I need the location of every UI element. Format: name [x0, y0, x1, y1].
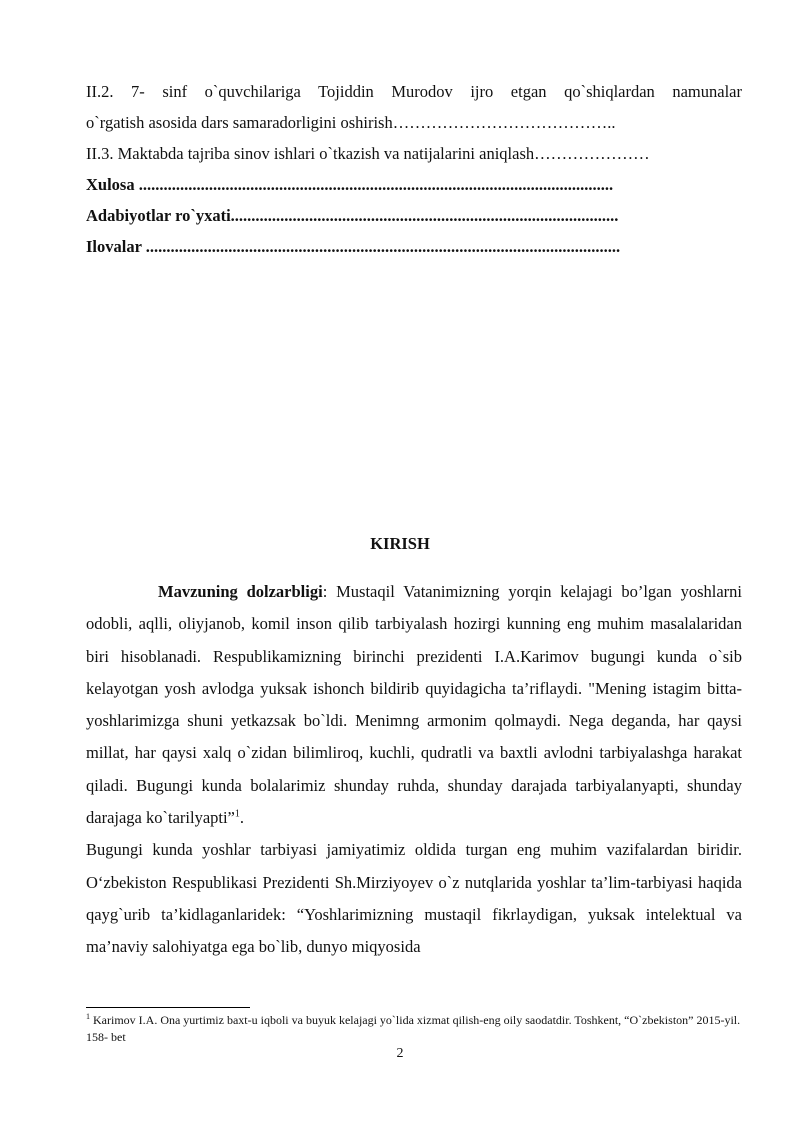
paragraph-dolzarbligi [86, 576, 742, 834]
toc-item-2-2-line2: o`rgatish asosida dars samaradorligini oshirish………………………………….. [86, 113, 616, 132]
footnote-text: Karimov I.A. Ona yurtimiz baxt-u iqboli va buyuk kelajagi yo`lida xizmat qilish-eng oily saodatdir. Toshkent, “O`zbekiston” 2015-yil. 158- bet [86, 1013, 741, 1044]
toc-item-2-2-line1: II.2. 7- sinf o`quvchilariga Tojiddin Murodov ijro etgan qo`shiqlardan namunalar [86, 82, 742, 101]
section-heading: KIRISH [370, 534, 430, 553]
paragraph-lead: Mavzuning dolzarbligi [158, 582, 323, 601]
toc-item-xulosa: Xulosa ................................................................................................................... [86, 175, 614, 194]
table-of-contents [86, 76, 742, 262]
page-number: 2 [396, 1046, 404, 1061]
body-text [86, 576, 742, 964]
toc-item-2-3: II.3. Maktabda tajriba sinov ishlari o`tkazish va natijalarini aniqlash………………… [86, 144, 650, 163]
footnote-divider [86, 1007, 250, 1008]
toc-item-adabiyotlar: Adabiyotlar ro`yxati.............................................................................................. [86, 206, 619, 225]
paragraph-text: : Mustaqil Vatanimizning yorqin kelajagi bo’lgan yoshlarni odobli, aqlli, oliyjanob, komil inson qilib tarbiyalash hozirgi kunning eng muhim masalalaridan biri hisoblanadi. Respublikamizning birinchi prezidenti I.A.Karimov bugungi kunda o`sib kelayotgan yosh avlodga yuksak ishonch bildirib quyidagicha ta’riflaydi. "Mening istagim bitta- yoshlarimizga shuni yetkazsak bo`ldi. Menimng armonim qolmaydi. Nega deganda, har qaysi millat, har qaysi xalq o`zidan bilimliroq, kuchli, qudratli va baxtli avlodni tarbiyalashga harakat qiladi. Bugungi kunda bolalarimiz shunday ruhda, shunday darajada tarbiyalanyapti, shunday darajaga ko`tarilyapti” [86, 582, 742, 828]
footnote-reference: 1 [234, 808, 240, 820]
toc-item-ilovalar: Ilovalar ................................................................................................................... [86, 237, 621, 256]
paragraph-tarbiya: Bugungi kunda yoshlar tarbiyasi jamiyatimiz oldida turgan eng muhim vazifalardan biridir. O‘zbekiston Respublikasi Prezidenti Sh.Mirziyoyev o`z nutqlarida yoshlar ta’lim-tarbiyasi haqida qayg`urib ta’kidlaganlaridek: “Yoshlarimizning mustaqil fikrlaydigan, yuksak intelektual va ma’naviy salohiyatga ega bo`lib, dunyo miqyosida [86, 840, 742, 957]
paragraph-end: . [239, 808, 245, 828]
footnote [86, 1012, 742, 1046]
footnote-number: 1 [86, 1012, 90, 1021]
